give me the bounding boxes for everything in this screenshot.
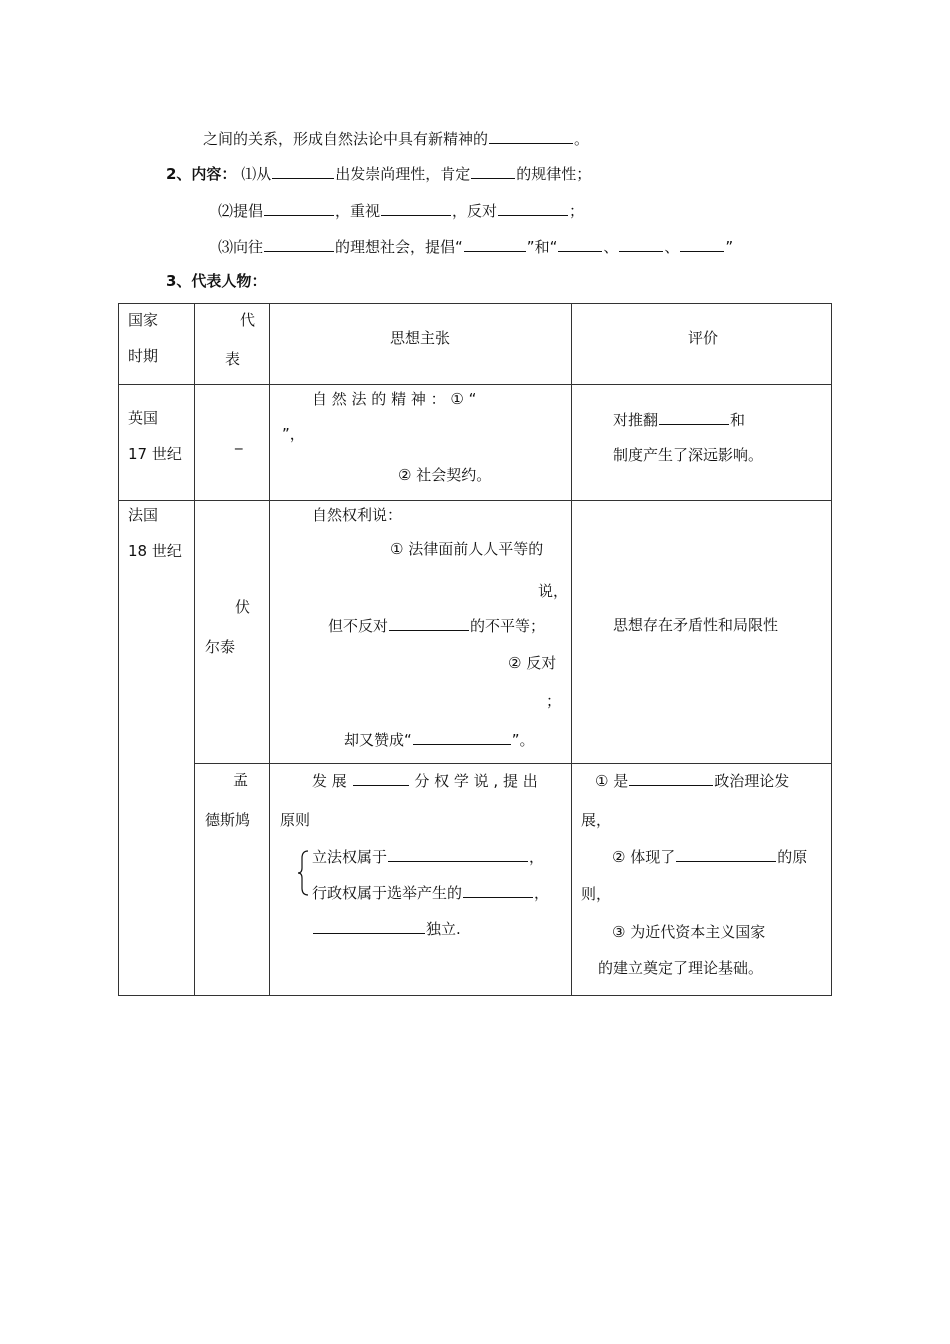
- idea-text: ① 法律面前人人平等的: [390, 540, 544, 558]
- content-text: ”: [725, 238, 734, 256]
- eval-text: ③ 为近代资本主义国家: [612, 923, 766, 941]
- blank-field[interactable]: [353, 770, 409, 786]
- rep-cell: [195, 764, 270, 996]
- rep-cell: [195, 501, 270, 764]
- idea-text: [344, 729, 535, 750]
- idea-cell: [270, 385, 572, 501]
- idea-text-part: 却又赞成“: [344, 731, 412, 749]
- idea-text: 原则: [280, 811, 311, 829]
- idea-text: ② 反对: [508, 654, 557, 672]
- header-text: 思想主张: [390, 329, 451, 347]
- idea-text-part: 的不平等；: [470, 617, 546, 635]
- content-text: ，重视: [335, 202, 381, 220]
- rep-name: 尔泰: [205, 638, 236, 656]
- eval-text: 制度产生了深远影响。: [613, 446, 764, 464]
- blank-field[interactable]: [489, 128, 573, 144]
- rep-name: 伏: [235, 598, 251, 616]
- blank-field[interactable]: [313, 918, 425, 934]
- eval-cell: [572, 764, 832, 996]
- eval-text: 则，: [581, 885, 612, 903]
- content-item-1: [166, 163, 591, 184]
- brace-icon: [298, 850, 310, 896]
- idea-text-part: 独立.: [426, 920, 461, 938]
- blank-field[interactable]: [413, 729, 511, 745]
- header-idea: [270, 304, 572, 385]
- header-text: 评价: [688, 329, 719, 347]
- figures-heading: 3、代表人物：: [166, 272, 267, 290]
- blank-field[interactable]: [676, 846, 776, 862]
- eval-cell: [572, 385, 832, 501]
- eval-text-part: 对推翻: [613, 411, 659, 429]
- content-text: ，反对: [452, 202, 498, 220]
- blank-field[interactable]: [659, 409, 729, 425]
- eval-text-part: 和: [730, 411, 746, 429]
- header-eval: [572, 304, 832, 385]
- content-text: 的规律性；: [516, 165, 592, 183]
- content-item-2: [218, 200, 584, 221]
- blank-field[interactable]: [381, 200, 451, 216]
- table-header-row: [119, 304, 832, 385]
- blank-field[interactable]: [629, 770, 713, 786]
- eval-text: 的建立奠定了理论基础。: [598, 959, 764, 977]
- country-name: 法国: [128, 506, 159, 524]
- idea-text: [312, 770, 538, 791]
- eval-text-part: ② 体现了: [612, 848, 676, 866]
- idea-text: ”，: [282, 425, 305, 443]
- idea-cell: [270, 764, 572, 996]
- rep-blank[interactable]: _: [235, 432, 243, 450]
- country-period: 18 世纪: [128, 542, 182, 560]
- content-text: 的理想社会，提倡“: [335, 238, 463, 256]
- eval-text-part: ① 是: [595, 772, 629, 790]
- idea-text-part: 发 展: [312, 772, 347, 790]
- eval-text: 展，: [581, 811, 612, 829]
- table-row: [119, 501, 832, 764]
- content-text: ⑵提倡: [218, 202, 264, 220]
- content-text: ”和“: [526, 238, 558, 256]
- header-text: 表: [225, 350, 241, 368]
- country-name: 英国: [128, 409, 159, 427]
- content-text: ⑶向往: [218, 238, 264, 256]
- header-country: [119, 304, 195, 385]
- idea-text: [328, 615, 545, 636]
- eval-cell: [572, 501, 832, 764]
- eval-text: 思想存在矛盾性和局限性: [613, 616, 779, 634]
- idea-text-part: 但不反对: [328, 617, 389, 635]
- idea-text: [312, 882, 549, 903]
- blank-field[interactable]: [619, 236, 663, 252]
- idea-text: 说，: [538, 582, 569, 600]
- intro-line: [203, 128, 589, 149]
- idea-text: [312, 846, 544, 867]
- eval-text-part: 政治理论发: [714, 772, 790, 790]
- blank-field[interactable]: [389, 615, 469, 631]
- content-text: ；: [569, 202, 585, 220]
- blank-field[interactable]: [264, 236, 334, 252]
- country-cell: [119, 501, 195, 996]
- content-text: 出发崇尚理性，肯定: [335, 165, 471, 183]
- idea-text-part: 分 权 学 说 , 提 出: [414, 772, 538, 790]
- country-cell: [119, 385, 195, 501]
- intro-end: 。: [574, 130, 590, 148]
- blank-field[interactable]: [463, 882, 533, 898]
- content-text: ⑴从: [241, 165, 272, 183]
- eval-text: [613, 409, 745, 430]
- idea-cell: [270, 501, 572, 764]
- idea-text: 自然权利说：: [312, 506, 403, 524]
- idea-text-part: ”。: [511, 731, 535, 749]
- header-text: 国家: [128, 311, 159, 329]
- eval-text: [612, 846, 807, 867]
- idea-text: 自 然 法 的 精 神 ： ① “: [312, 390, 477, 408]
- content-text: 、: [603, 238, 619, 256]
- content-heading: 2、内容：: [166, 165, 237, 183]
- eval-text-part: 的原: [777, 848, 808, 866]
- content-text: 、: [664, 238, 680, 256]
- intro-text: 之间的关系，形成自然法论中具有新精神的: [203, 130, 489, 148]
- blank-field[interactable]: [471, 163, 515, 179]
- rep-cell: [195, 385, 270, 501]
- blank-field[interactable]: [388, 846, 528, 862]
- rep-name: 孟: [233, 771, 249, 789]
- figures-table: [118, 303, 832, 996]
- idea-text: ② 社会契约。: [398, 466, 492, 484]
- rep-name: 德斯鸠: [205, 811, 251, 829]
- blank-field[interactable]: [558, 236, 602, 252]
- idea-text-part: ，: [534, 884, 550, 902]
- blank-field[interactable]: [498, 200, 568, 216]
- idea-text: [312, 918, 461, 939]
- idea-text-part: ，: [529, 848, 545, 866]
- header-text: 时期: [128, 347, 159, 365]
- table-row: [119, 764, 832, 996]
- idea-text-part: 行政权属于选举产生的: [312, 884, 463, 902]
- header-text: 代: [240, 311, 256, 329]
- blank-field[interactable]: [464, 236, 526, 252]
- country-period: 17 世纪: [128, 445, 182, 463]
- table-row: [119, 385, 832, 501]
- eval-text: [595, 770, 789, 791]
- blank-field[interactable]: [264, 200, 334, 216]
- idea-text: ；: [546, 692, 562, 710]
- blank-field[interactable]: [680, 236, 724, 252]
- header-rep: [195, 304, 270, 385]
- blank-field[interactable]: [272, 163, 334, 179]
- idea-text-part: 立法权属于: [312, 848, 388, 866]
- content-item-3: [218, 236, 733, 257]
